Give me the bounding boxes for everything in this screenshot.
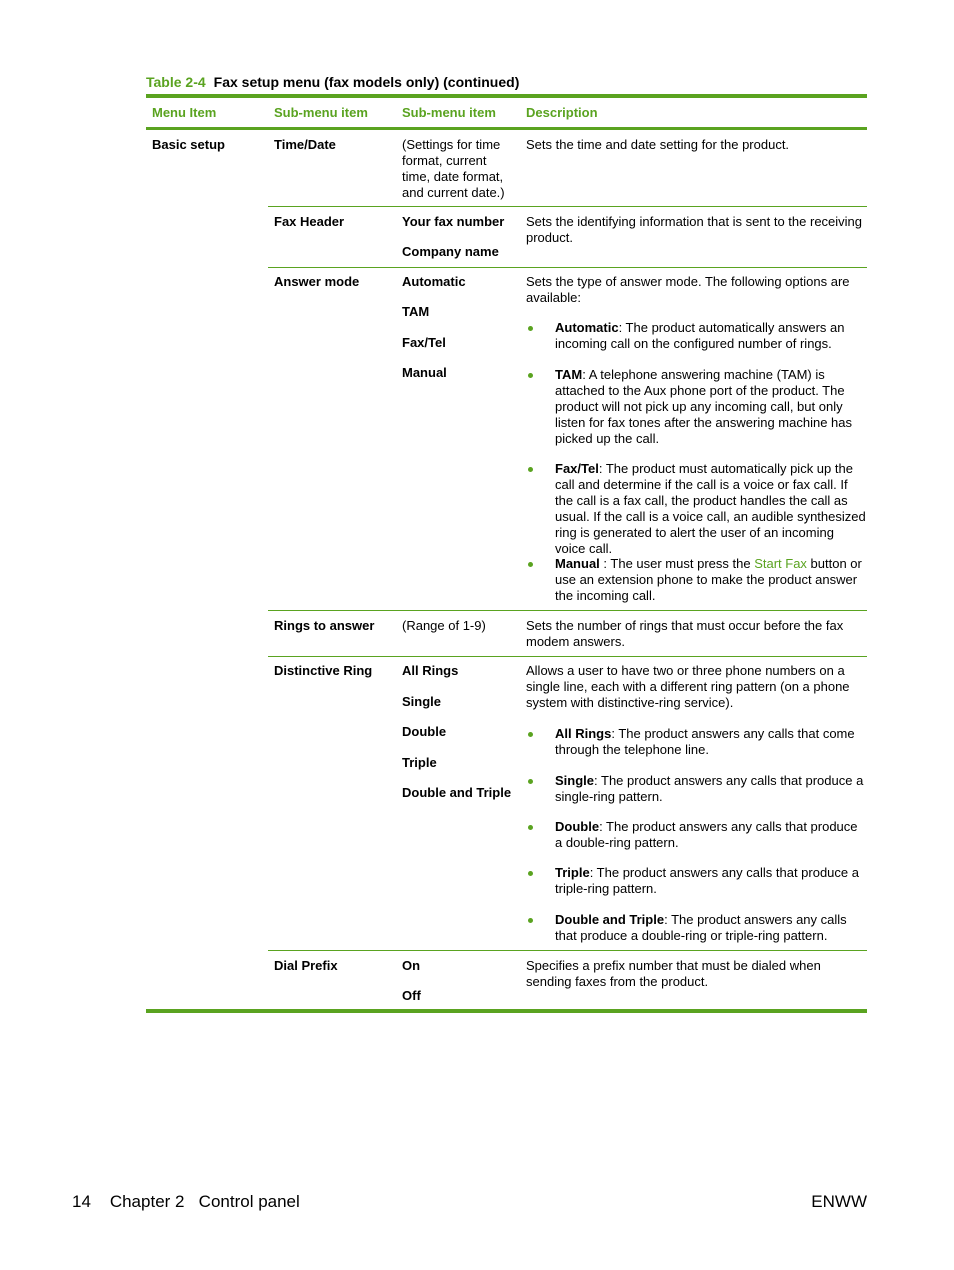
bullet-single: [555, 773, 867, 805]
bullet-term: Triple: [555, 865, 590, 880]
table-top-rule: [146, 94, 867, 98]
start-fax-button-reference: Start Fax: [754, 556, 807, 571]
bullet-fax-tel: [555, 461, 867, 557]
bullet-text: : The product automatically answers an incoming call on the configured number of rings.: [555, 320, 845, 351]
bullet-text: button or use an extension phone to make the product answer the incoming call.: [555, 556, 862, 603]
bullet-text: : The product answers any calls that produce a single-ring pattern.: [555, 773, 864, 804]
bullet-manual: [555, 556, 867, 604]
rings-range: (Range of 1-9): [402, 618, 486, 633]
bullet-all-rings: [555, 726, 867, 758]
header-description: Description: [526, 105, 598, 120]
bullet-tam: [555, 367, 867, 447]
bullet-icon: [528, 779, 533, 784]
bullet-icon: [528, 871, 533, 876]
bullet-icon: [528, 562, 533, 567]
bullet-text: : A telephone answering machine (TAM) is attached to the Aux phone port of the product. The product will not pick up any incoming call, but only listen for fax tones after the answering machine has picked up the call.: [555, 367, 852, 446]
desc-time-date: Sets the time and date setting for the product.: [526, 137, 790, 152]
table-bottom-rule: [146, 1009, 867, 1013]
bullet-text: : The user must press the: [599, 556, 755, 571]
bullet-term: Double and Triple: [555, 912, 665, 927]
option-double-and-triple: Double and Triple: [402, 785, 512, 800]
option-your-fax-number: Your fax number: [402, 214, 505, 229]
row-divider: [268, 656, 867, 657]
option-fax-tel: Fax/Tel: [402, 335, 446, 350]
bullet-icon: [528, 467, 533, 472]
settings-line: time, date format,: [402, 169, 504, 184]
page-number: 14: [72, 1192, 91, 1211]
bullet-text: : The product must automatically pick up the call and determine if the call is a voice or fax call. If the call is a fax call, the product handles the call as usual. If the call is a voice call, an audible synthesized ring is generated to alert the user of an incoming voice call.: [555, 461, 866, 556]
settings-line: (Settings for time: [402, 137, 501, 152]
option-single: Single: [402, 694, 442, 709]
sub-item-dial-prefix: Dial Prefix: [274, 958, 338, 973]
header-sub-menu-item-1: Sub-menu item: [274, 105, 368, 120]
table-number: Table 2-4: [146, 74, 206, 90]
page-footer-left: [72, 1192, 300, 1212]
sub-item-fax-header: Fax Header: [274, 214, 345, 229]
desc-distinctive-ring: Allows a user to have two or three phone numbers on a single line, each with a different ring pattern (on a phone system with distinctive-ring service).: [526, 663, 850, 710]
sub-item-answer-mode: Answer mode: [274, 274, 360, 289]
option-on: On: [402, 958, 421, 973]
desc-fax-header: Sets the identifying information that is sent to the receiving product.: [526, 214, 863, 245]
bullet-double-and-triple: [555, 912, 867, 944]
option-off: Off: [402, 988, 421, 1003]
table-header-rule: [146, 127, 867, 130]
bullet-icon: [528, 732, 533, 737]
bullet-automatic: [555, 320, 867, 352]
bullet-text: : The product answers any calls that produce a double-ring or triple-ring pattern.: [555, 912, 847, 943]
row-divider: [268, 950, 867, 951]
chapter-label: Chapter 2: [109, 1192, 185, 1211]
bullet-term: Fax/Tel: [555, 461, 599, 476]
table-title: Fax setup menu (fax models only) (continued): [213, 74, 520, 90]
desc-rings-to-answer: Sets the number of rings that must occur before the fax modem answers.: [526, 618, 844, 649]
desc-dial-prefix: Specifies a prefix number that must be dialed when sending faxes from the product.: [526, 958, 821, 989]
table-caption: [146, 74, 519, 90]
row-divider: [268, 267, 867, 268]
option-all-rings: All Rings: [402, 663, 459, 678]
row-divider: [268, 610, 867, 611]
section-label: Control panel: [198, 1192, 300, 1211]
option-company-name: Company name: [402, 244, 499, 259]
option-manual: Manual: [402, 365, 447, 380]
option-automatic: Automatic: [402, 274, 466, 289]
option-triple: Triple: [402, 755, 437, 770]
header-sub-menu-item-2: Sub-menu item: [402, 105, 496, 120]
option-double: Double: [402, 724, 447, 739]
bullet-term: TAM: [555, 367, 583, 382]
sub-item-distinctive-ring: Distinctive Ring: [274, 663, 373, 678]
desc-answer-mode: Sets the type of answer mode. The following options are available:: [526, 274, 850, 305]
bullet-text: : The product answers any calls that produce a triple-ring pattern.: [555, 865, 859, 896]
sub-item-time-date: Time/Date: [274, 137, 336, 152]
menu-item-basic-setup: Basic setup: [152, 137, 225, 152]
bullet-term: Single: [555, 773, 595, 788]
bullet-icon: [528, 373, 533, 378]
bullet-term: Automatic: [555, 320, 619, 335]
bullet-icon: [528, 326, 533, 331]
footer-enww: ENWW: [811, 1192, 867, 1211]
bullet-term: All Rings: [555, 726, 612, 741]
row-divider: [268, 206, 867, 207]
settings-line: and current date.): [402, 185, 505, 200]
bullet-text: : The product answers any calls that produce a double-ring pattern.: [555, 819, 858, 850]
sub-item-time-date-settings: [402, 137, 522, 201]
sub-item-rings-to-answer: Rings to answer: [274, 618, 375, 633]
bullet-term: Double: [555, 819, 600, 834]
bullet-term: Manual: [555, 556, 600, 571]
bullet-icon: [528, 918, 533, 923]
bullet-text: : The product answers any calls that come through the telephone line.: [555, 726, 855, 757]
settings-line: format, current: [402, 153, 487, 168]
bullet-icon: [528, 825, 533, 830]
bullet-triple: [555, 865, 867, 897]
bullet-double: [555, 819, 867, 851]
header-menu-item: Menu Item: [152, 105, 217, 120]
option-tam: TAM: [402, 304, 430, 319]
